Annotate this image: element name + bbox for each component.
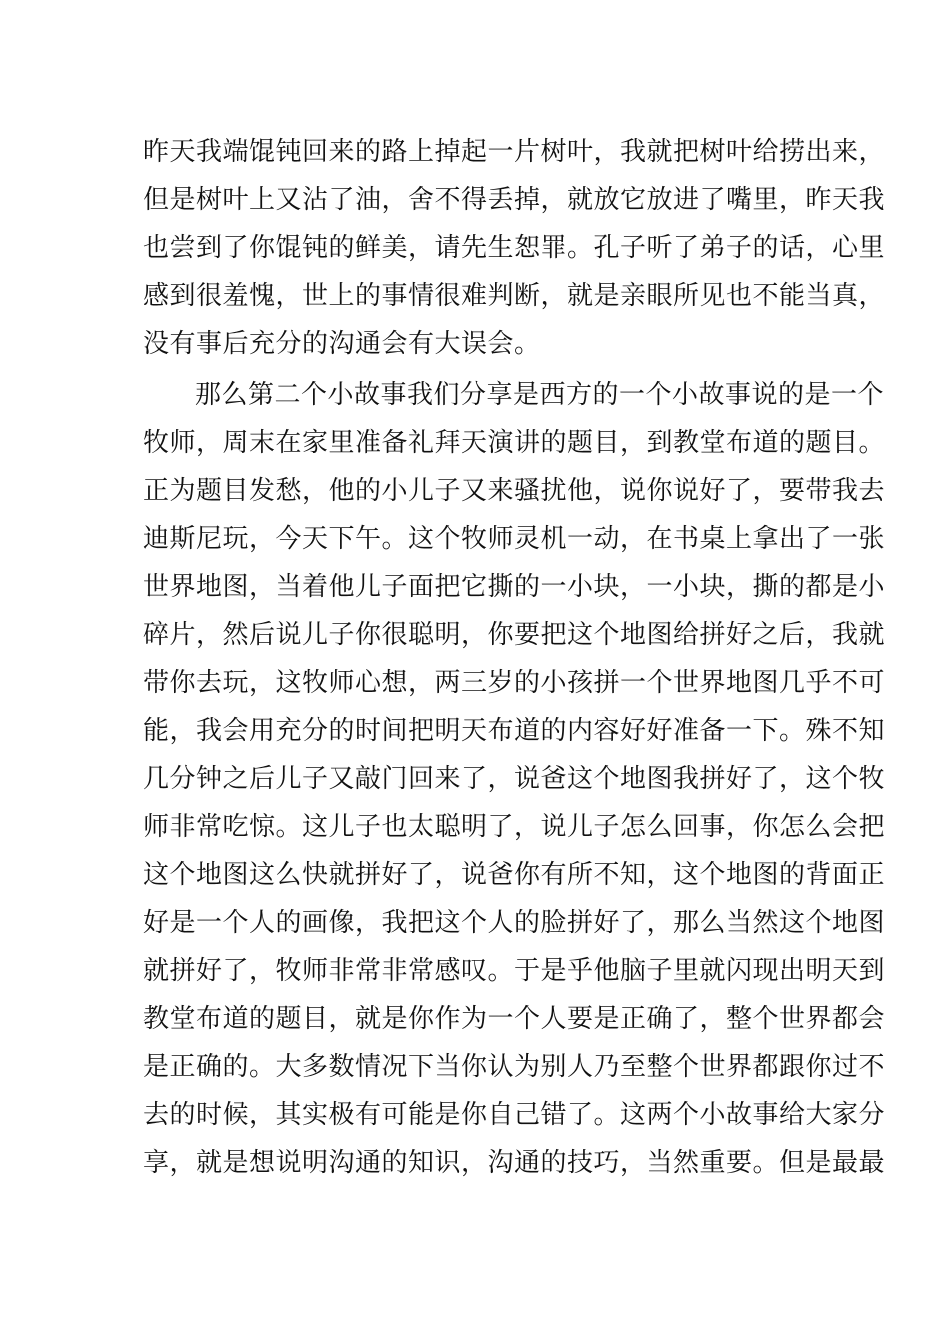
paragraph-1 [143,128,886,368]
text-line: 也尝到了你馄钝的鲜美，请先生恕罪。孔子听了弟子的话，心里 [143,233,886,263]
text-line: 但是树叶上又沾了油，舍不得丢掉，就放它放进了嘴里，昨天我 [143,185,886,215]
text-line: 去的时候，其实极有可能是你自己错了。这两个小故事给大家分 [143,1100,886,1130]
text-line: 没有事后充分的沟通会有大误会。 [143,329,541,359]
text-line: 世界地图，当着他儿子面把它撕的一小块，一小块，撕的都是小 [143,572,886,602]
text-line: 感到很羞愧，世上的事情很难判断，就是亲眼所见也不能当真， [143,281,886,311]
text-line: 牧师，周末在家里准备礼拜天演讲的题目，到教堂布道的题目。 [143,428,886,458]
text-line: 这个地图这么快就拼好了，说爸你有所不知，这个地图的背面正 [143,860,886,890]
text-line: 就拼好了，牧师非常非常感叹。于是乎他脑子里就闪现出明天到 [143,956,886,986]
text-line: 师非常吃惊。这儿子也太聪明了，说儿子怎么回事，你怎么会把 [143,812,886,842]
text-line: 带你去玩，这牧师心想，两三岁的小孩拼一个世界地图几乎不可 [143,668,886,698]
text-line: 迪斯尼玩，今天下午。这个牧师灵机一动，在书桌上拿出了一张 [143,524,886,554]
text-line: 昨天我端馄钝回来的路上掉起一片树叶，我就把树叶给捞出来， [143,137,886,167]
body-text [143,128,886,1187]
text-line: 正为题目发愁，他的小儿子又来骚扰他，说你说好了，要带我去 [143,476,886,506]
paragraph-2 [143,371,886,1187]
text-line: 能，我会用充分的时间把明天布道的内容好好准备一下。殊不知 [143,716,886,746]
text-line: 碎片，然后说儿子你很聪明，你要把这个地图给拼好之后，我就 [143,620,886,650]
text-line: 好是一个人的画像，我把这个人的脸拼好了，那么当然这个地图 [143,908,886,938]
text-line: 享，就是想说明沟通的知识，沟通的技巧，当然重要。但是最最 [143,1148,886,1178]
text-line: 那么第二个小故事我们分享是西方的一个小故事说的是一个 [195,380,885,410]
text-line: 教堂布道的题目，就是你作为一个人要是正确了，整个世界都会 [143,1004,886,1034]
text-line: 几分钟之后儿子又敲门回来了，说爸这个地图我拼好了，这个牧 [143,764,886,794]
text-line: 是正确的。大多数情况下当你认为别人乃至整个世界都跟你过不 [143,1052,886,1082]
